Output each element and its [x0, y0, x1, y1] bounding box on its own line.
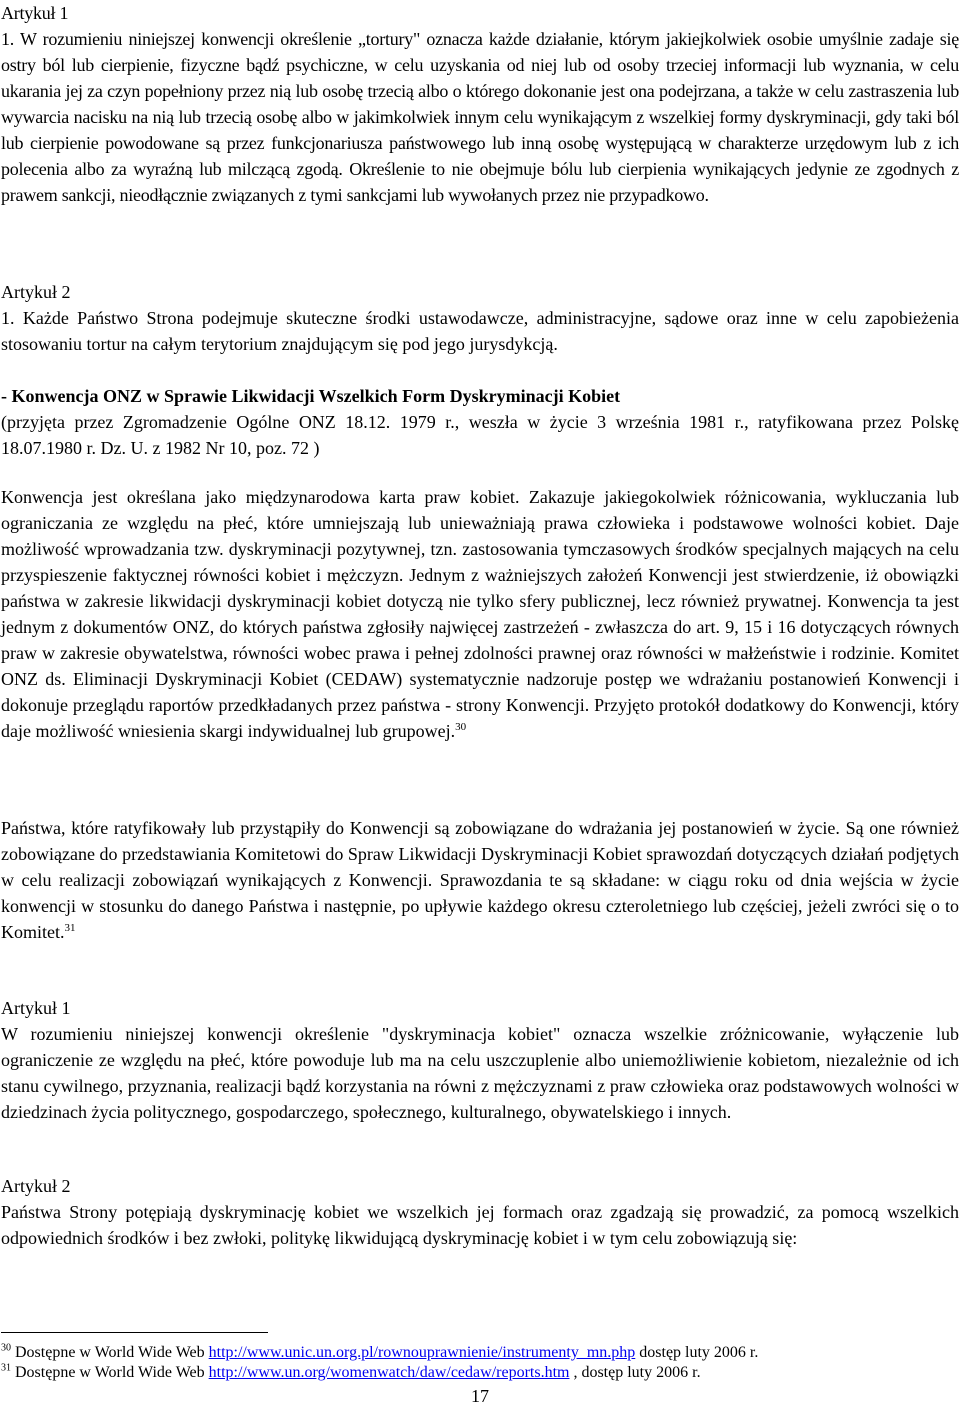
article-text: Państwa Strony potępiają dyskryminację kobiet we wszelkich jej formach oraz zgadzają się prowadzić, za pomocą wszelkich odpowiednich środków i bez zwłoki, politykę likwidującą dyskryminację kobiet i w tym celu zobowiązują się: [1, 1202, 959, 1248]
article-heading: Artykuł 2 [1, 1176, 71, 1196]
article-text: 1. W rozumieniu niniejszej konwencji określenie „tortury" oznacza każde działanie, którym jakiejkolwiek osobie umyślnie zadaje się ostry ból lub cierpienie, fizyczne bądź psychiczne, w celu uzyskania od niej lub od osoby trzeciej informacji lub wyznania, w celu ukarania jej za czyn popełniony przez nią lub osobę trzecią albo o którego dokonanie jest ona podejrzana, a także w celu zastraszenia lub wywarcia nacisku na nią lub trzecią osobę albo w jakimkolwiek innym celu wynikającym z wszelkiej formy dyskryminacji, gdy taki ból lub cierpienie powodowane są przez funkcjonariusza państwowego lub inną osobę występującą w charakterze urzędowym lub z ich polecenia albo za wyraźną lub milczącą zgodą. Określenie to nie obejmuje bólu lub cierpienia wynikających jedynie ze zgodnych z prawem sankcji, nieodłącznie związanych z tymi sankcjami lub wywołanych przez nie przypadkowo. [1, 29, 959, 205]
cedaw-article-2 [1, 1173, 959, 1251]
paragraph [1, 815, 959, 945]
footnote-31 [1, 1363, 701, 1383]
section-title: - Konwencja ONZ w Sprawie Likwidacji Wszelkich Form Dyskryminacji Kobiet [1, 386, 621, 406]
footnote-prefix: Dostępne w World Wide Web [15, 1344, 209, 1361]
footnote-link[interactable]: http://www.unic.un.org.pl/rownouprawnienie/instrumenty_mn.php [208, 1344, 636, 1361]
cedaw-article-1 [1, 995, 959, 1125]
footnote-ref[interactable]: 30 [455, 721, 467, 733]
footnote-suffix: , dostęp luty 2006 r. [569, 1364, 701, 1381]
article-heading: Artykuł 2 [1, 282, 71, 302]
article-text: 1. Każde Państwo Strona podejmuje skuteczne środki ustawodawcze, administracyjne, sądowe oraz inne w celu zapobieżenia stosowaniu tortur na całym terytorium znajdującym się pod jego jurysdykcją. [1, 308, 959, 354]
article-heading: Artykuł 1 [1, 998, 71, 1018]
footnote-30 [1, 1343, 758, 1363]
torture-article-1 [1, 0, 959, 208]
paragraph-text: Państwa, które ratyfikowały lub przystąpiły do Konwencji są zobowiązane do wdrażania jej postanowień w życie. Są one również zobowiązane do przedstawiania Komitetowi do Spraw Likwidacji Dyskryminacji Kobiet sprawozdań dotyczących działań podjętych w celu realizacji zobowiązań wynikających z Konwencji. Sprawozdania te są składane: w ciągu roku od dnia wejścia w życie konwencji w stosunku do danego Państwa i następnie, po upływie każdego okresu czteroletniego lub częściej, jeżeli zwróci się o to Komitet. [1, 818, 959, 942]
footnote-link[interactable]: http://www.un.org/womenwatch/daw/cedaw/reports.htm [208, 1364, 570, 1381]
article-heading: Artykuł 1 [1, 3, 69, 23]
page-number: 17 [471, 1386, 489, 1406]
footnote-separator [1, 1332, 268, 1333]
footnote-prefix: Dostępne w World Wide Web [15, 1364, 209, 1381]
footnote-ref[interactable]: 31 [64, 922, 76, 934]
cedaw-header [1, 383, 959, 461]
cedaw-obligations [1, 815, 959, 945]
paragraph-text: Konwencja jest określana jako międzynarodowa karta praw kobiet. Zakazuje jakiegokolwiek różnicowania, wykluczania lub ograniczania ze względu na płeć, które umniejszają lub unieważniają prawa człowieka i podstawowe wolności kobiet. Daje możliwość wprowadzania tzw. dyskryminacji pozytywnej, tzn. zastosowania tymczasowych środków specjalnych mających na celu przyspieszenie faktycznej równości kobiet i mężczyzn. Jednym z ważniejszych założeń Konwencji jest stwierdzenie, iż obowiązki państwa w zakresie likwidacji dyskryminacji kobiet dotyczą nie tylko sfery publicznej, lecz również prywatnej. Konwencja ta jest jednym z dokumentów ONZ, do których państwa zgłosiły najwięcej zastrzeżeń - zwłaszcza do art. 9, 15 i 16 dotyczących równych praw w zakresie obywatelstwa, równości wobec prawa i pełnej zdolności prawnej oraz równości w małżeństwie i rodzinie. Komitet ONZ ds. Eliminacji Dyskryminacji Kobiet (CEDAW) systematycznie nadzoruje postęp we wdrażaniu postanowień Konwencji i dokonuje przeglądu raportów przedkładanych przez państwa - strony Konwencji. Przyjęto protokół dodatkowy do Konwencji, który daje możliwość wniesienia skargi indywidualnej lub grupowej. [1, 487, 959, 741]
footnote-number: 31 [1, 1362, 11, 1374]
footnote-number: 30 [1, 1342, 11, 1354]
paragraph [1, 484, 959, 744]
article-text: W rozumieniu niniejszej konwencji określenie "dyskryminacja kobiet" oznacza wszelkie zróżnicowanie, wyłączenie lub ograniczenie ze względu na płeć, które powoduje lub ma na celu uszczuplenie albo uniemożliwienie kobietom, niezależnie od ich stanu cywilnego, przyznania, realizacji bądź korzystania na równi z mężczyznami z praw człowieka oraz podstawowych wolności w dziedzinach życia politycznego, gospodarczego, społecznego, kulturalnego, obywatelskiego i innych. [1, 1024, 959, 1122]
cedaw-description [1, 484, 959, 744]
torture-article-2 [1, 279, 959, 357]
footnote-suffix: dostęp luty 2006 r. [635, 1344, 759, 1361]
section-subtitle: (przyjęta przez Zgromadzenie Ogólne ONZ 18.12. 1979 r., weszła w życie 3 września 1981 r., ratyfikowana przez Polskę 18.07.1980 r. Dz. U. z 1982 Nr 10, poz. 72 ) [1, 412, 959, 458]
